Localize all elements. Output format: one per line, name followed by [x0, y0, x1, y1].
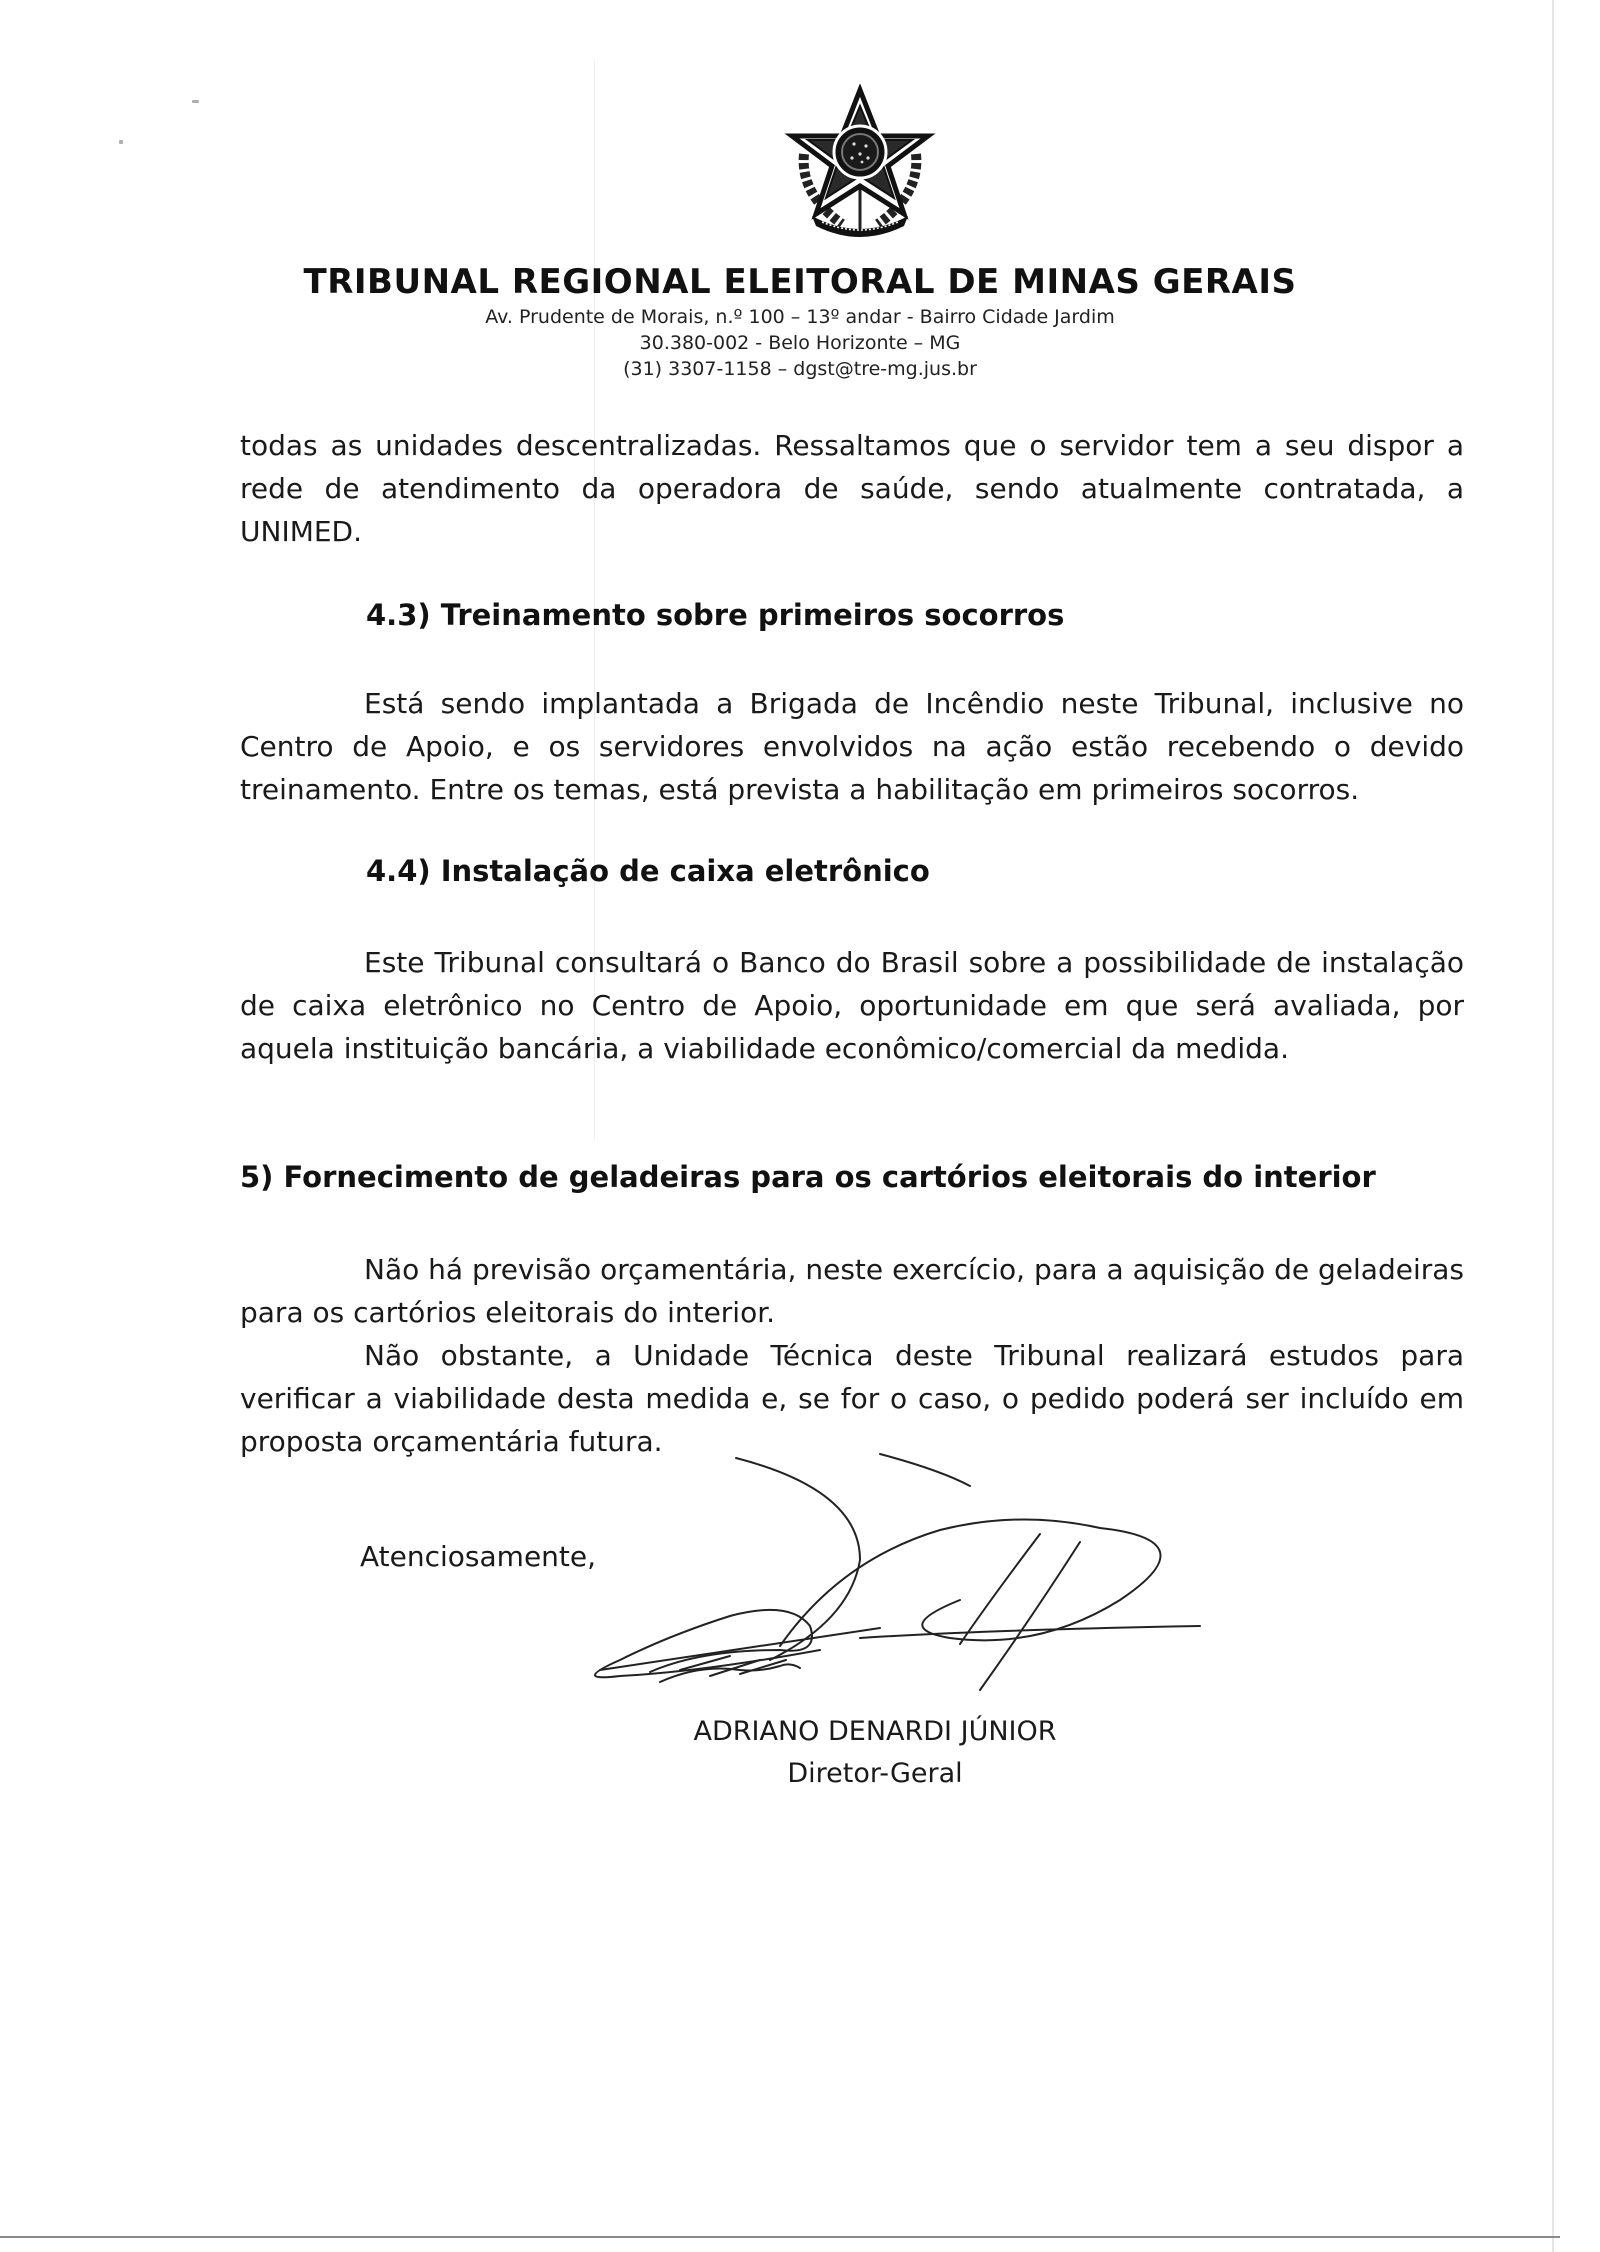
contact-line: (31) 3307-1158 – dgst@tre-mg.jus.br: [623, 358, 977, 380]
section-paragraph-5a: Não há previsão orçamentária, neste exercício, para a aquisição de geladeiras para os cartórios eleitorais do interior.: [240, 1253, 1464, 1329]
institution-title: TRIBUNAL REGIONAL ELEITORAL DE MINAS GERAIS: [303, 262, 1297, 302]
address-line: Av. Prudente de Morais, n.º 100 – 13º andar - Bairro Cidade Jardim: [485, 306, 1115, 328]
section-paragraph-4-4: Este Tribunal consultará o Banco do Brasil sobre a possibilidade de instalação de caixa eletrônico no Centro de Apoio, oportunidade em que será avaliada, por aquela instituição bancária, a viabilidade econômico/comercial da medida.: [240, 946, 1464, 1065]
signer-name: ADRIANO DENARDI JÚNIOR: [693, 1716, 1057, 1747]
section-paragraph-5b: Não obstante, a Unidade Técnica deste Tribunal realizará estudos para verificar a viabilidade desta medida e, se for o caso, o pedido poderá ser incluído em proposta orçamentária futura.: [240, 1339, 1464, 1458]
section-heading-4-4: 4.4) Instalação de caixa eletrônico: [366, 854, 930, 888]
section-heading-5: 5) Fornecimento de geladeiras para os cartórios eleitorais do interior: [240, 1160, 1376, 1194]
intro-paragraph: todas as unidades descentralizadas. Ressaltamos que o servidor tem a seu dispor a rede de atendimento da operadora de saúde, sendo atualmente contratada, a UNIMED.: [240, 429, 1464, 548]
section-paragraph-4-3: Está sendo implantada a Brigada de Incêndio neste Tribunal, inclusive no Centro de Apoio, e os servidores envolvidos na ação estão recebendo o devido treinamento. Entre os temas, está prevista a habilitação em primeiros socorros.: [240, 687, 1464, 806]
section-heading-4-3: 4.3) Treinamento sobre primeiros socorros: [366, 598, 1065, 632]
page-bottom-edge: [0, 2236, 1560, 2238]
handwritten-signature-icon: [560, 1450, 1220, 1710]
postal-line: 30.380-002 - Belo Horizonte – MG: [639, 332, 961, 354]
scan-speck: [192, 100, 199, 103]
salutation: Atenciosamente,: [360, 1540, 597, 1573]
coat-of-arms-icon: [782, 84, 938, 240]
scan-speck: [119, 140, 123, 144]
signer-title: Diretor-Geral: [787, 1758, 963, 1789]
